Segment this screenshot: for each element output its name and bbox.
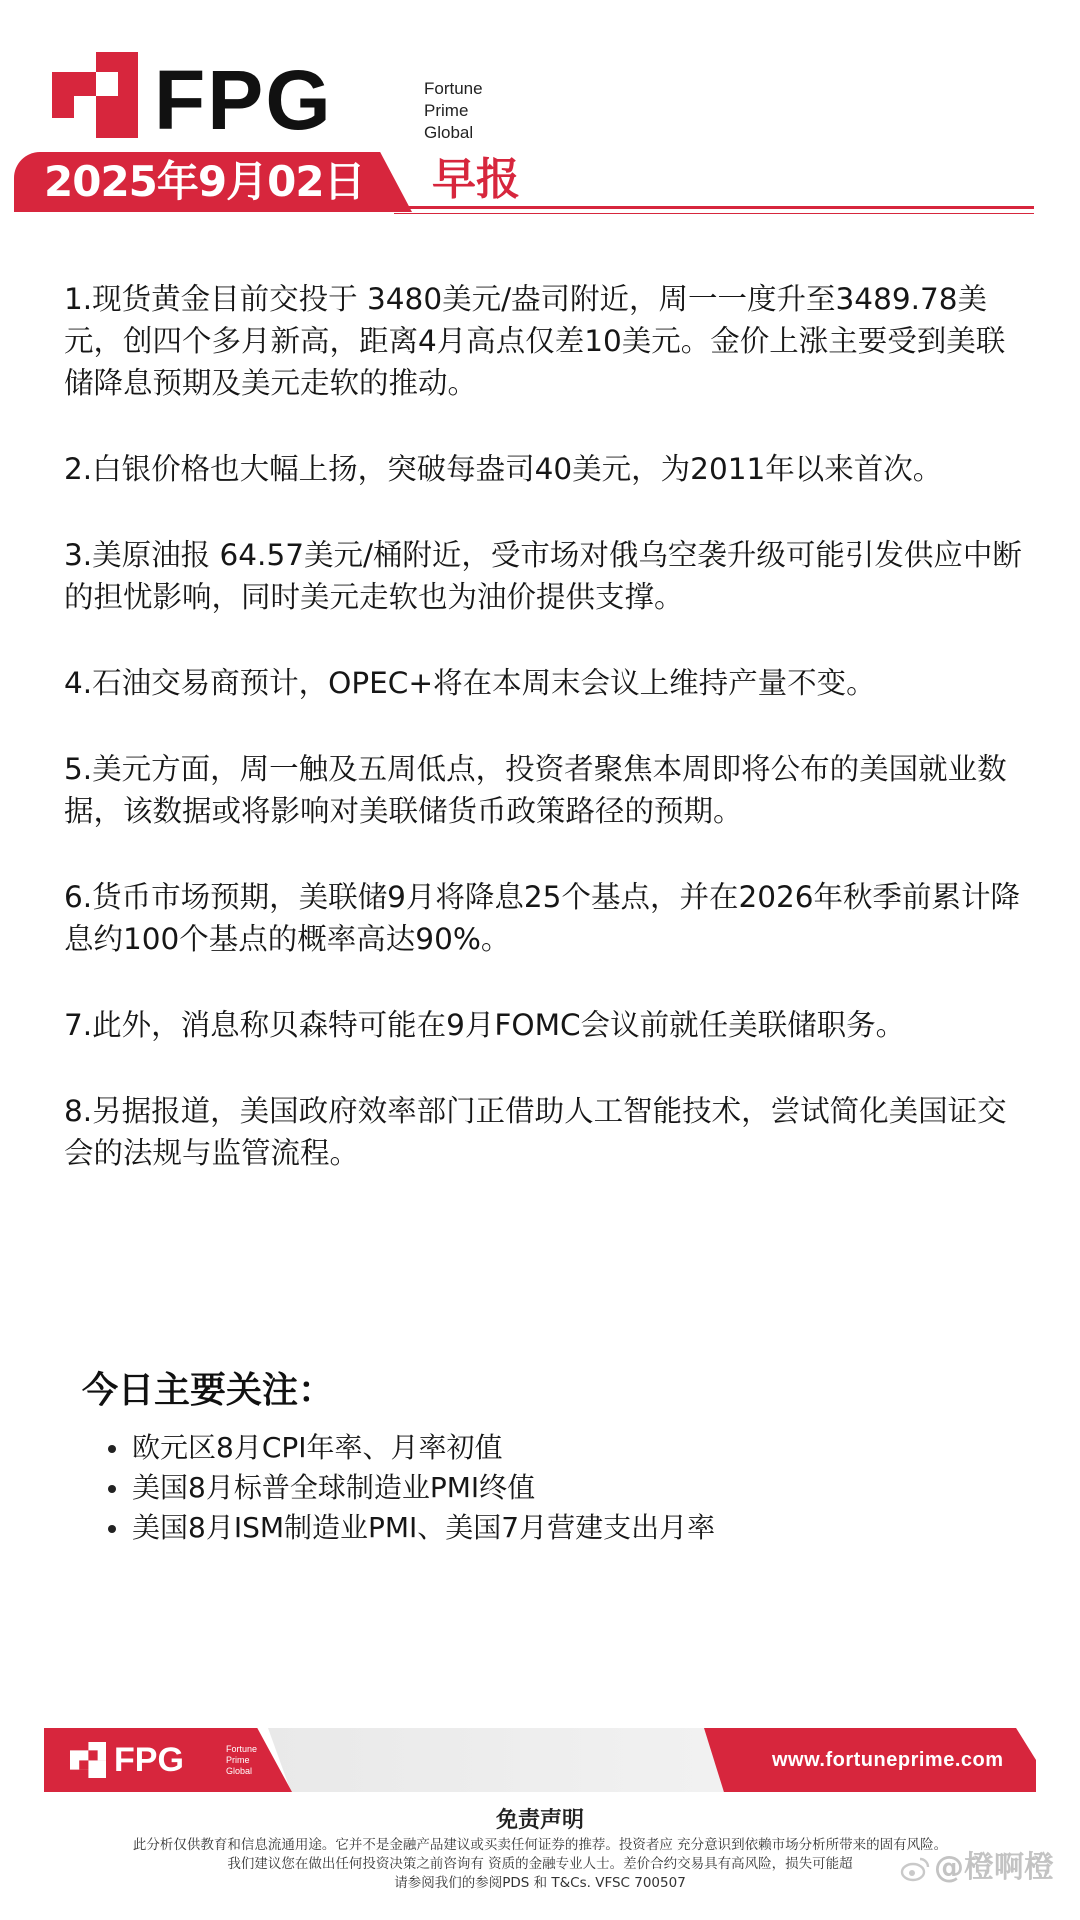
footer-band: [44, 1728, 1036, 1792]
news-item: 3.美原油报 64.57美元/桶附近，受市场对俄乌空袭升级可能引发供应中断的担忧影响，同时美元走软也为油价提供支撑。: [64, 538, 1022, 614]
bullet-icon: [108, 1445, 116, 1453]
brand-logo: [52, 52, 483, 147]
watermark-text: @橙啊橙: [934, 1850, 1054, 1885]
disclaimer-line: 我们建议您在做出任何投资决策之前咨询有 资质的金融专业人士。差价合约交易具有高风险，损失可能超: [227, 1856, 853, 1872]
focus-item: [82, 1508, 982, 1548]
brand-name: FPG: [154, 53, 333, 147]
news-list: [64, 278, 1024, 1218]
weibo-logo-icon: [900, 1854, 930, 1884]
report-title: 早报: [432, 154, 520, 205]
tagline-line: Fortune: [226, 1744, 258, 1754]
focus-item-text: 美国8月标普全球制造业PMI终值: [132, 1471, 536, 1504]
fpg-logo-mark-icon: [52, 52, 138, 138]
tagline-line: Fortune: [424, 79, 483, 98]
focus-list: [82, 1428, 982, 1548]
news-item: 7.此外，消息称贝森特可能在9月FOMC会议前就任美联储职务。: [64, 1008, 906, 1042]
news-item: 1.现货黄金目前交投于 3480美元/盎司附近，周一一度升至3489.78美元，创四个多月新高，距离4月高点仅差10美元。金价上涨主要受到美联储降息预期及美元走软的推动。: [64, 282, 1006, 400]
footer-brand-name: FPG: [114, 1741, 184, 1779]
focus-title: 今日主要关注：: [82, 1370, 335, 1411]
brand-tagline: [424, 78, 534, 144]
bullet-icon: [108, 1485, 116, 1493]
footer-logo-mark-icon: [70, 1742, 106, 1778]
focus-item: [82, 1428, 982, 1468]
news-item: 5.美元方面，周一触及五周低点，投资者聚焦本周即将公布的美国就业数据，该数据或将影响对美联储货币政策路径的预期。: [64, 752, 1007, 828]
tagline-line: Global: [226, 1766, 253, 1776]
news-item: 8.另据报道，美国政府效率部门正借助人工智能技术，尝试简化美国证交会的法规与监管流程。: [64, 1094, 1007, 1170]
bullet-icon: [108, 1525, 116, 1533]
header-divider: [394, 206, 1034, 209]
footer-brand-tagline: [226, 1744, 257, 1777]
disclaimer: [30, 1806, 1050, 1893]
news-item: 4.石油交易商预计，OPEC+将在本周末会议上维持产量不变。: [64, 666, 876, 700]
tagline-line: Prime: [424, 101, 469, 120]
disclaimer-line: 请参阅我们的参阅PDS 和 T&Cs. VFSC 700507: [394, 1875, 686, 1891]
news-item: 2.白银价格也大幅上扬，突破每盎司40美元，为2011年以来首次。: [64, 452, 943, 486]
tagline-line: Prime: [226, 1755, 250, 1765]
report-date: 2025年9月02日: [44, 157, 365, 206]
header-divider-thin: [394, 213, 1034, 214]
focus-item: [82, 1468, 982, 1508]
disclaimer-title: 免责声明: [495, 1808, 584, 1833]
tagline-line: Global: [424, 123, 474, 142]
focus-item-text: 美国8月ISM制造业PMI、美国7月营建支出月率: [132, 1511, 716, 1544]
focus-item-text: 欧元区8月CPI年率、月率初值: [132, 1431, 503, 1464]
news-item: 6.货币市场预期，美联储9月将降息25个基点，并在2026年秋季前累计降息约100个基点的概率高达90%。: [64, 880, 1021, 956]
watermark: [900, 1848, 1070, 1888]
focus-section: [82, 1368, 982, 1548]
website-link[interactable]: www.fortuneprime.com: [772, 1749, 1004, 1771]
disclaimer-line: 此分析仅供教育和信息流通用途。它并不是金融产品建议或买卖任何证券的推荐。投资者应 充分意识到依赖市场分析所带来的固有风险。: [132, 1837, 948, 1853]
